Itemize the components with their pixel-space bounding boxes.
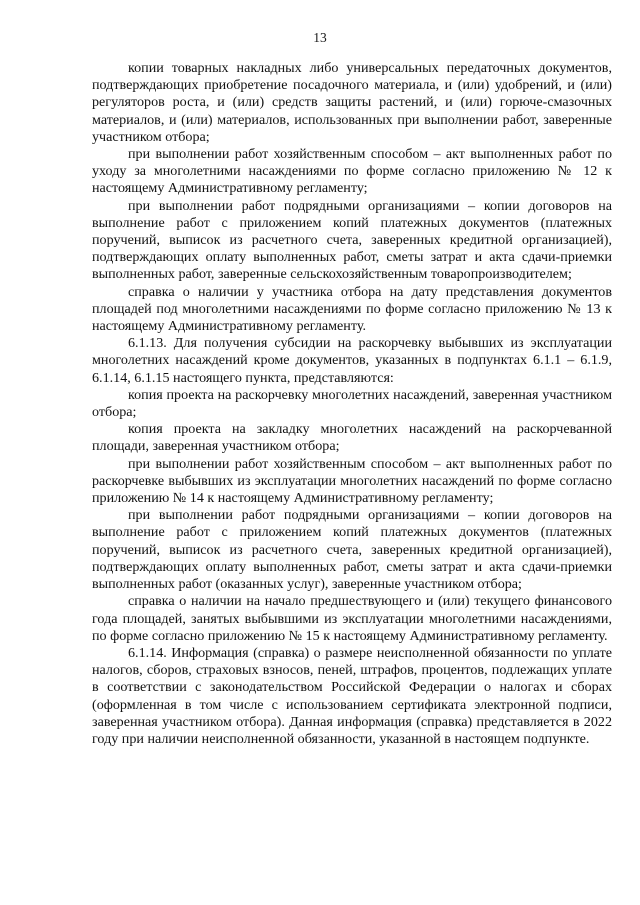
paragraph-planting-project: копия проекта на закладку многолетних насаждений на раскорчеванной площади, заверенная участником отбора;: [92, 421, 612, 455]
paragraph-contractor-care: при выполнении работ подрядными организациями – копии договоров на выполнение работ с приложением копий платежных документов (платежных поручений, выписок из расчетного счета, заверенных кредитной организацией), подтверждающих оплату выполненных работ, сметы затрат и акта сдачи-приемки выполненных работ, заверенные сельскохозяйственным товаропроизводителем;: [92, 197, 612, 283]
paragraph-section-6-1-13: 6.1.13. Для получения субсидии на раскорчевку выбывших из эксплуатации многолетних насаждений кроме документов, указанных в подпунктах 6.1.1 – 6.1.9, 6.1.14, 6.1.15 настоящего пункта, представляются:: [92, 335, 612, 386]
paragraph-invoice-copies: копии товарных накладных либо универсальных передаточных документов, подтверждающих приобретение посадочного материала, и (или) удобрений, и (или) регуляторов роста, и (или) средств защиты растений, и (или) горюче-смазочных материалов, и (или) материалов, использованных при выполнении работ, заверенные участником отбора;: [92, 60, 612, 145]
paragraph-uprooting-project: копия проекта на раскорчевку многолетних насаждений, заверенная участником отбора;: [92, 386, 612, 421]
paragraph-care-act: при выполнении работ хозяйственным способом – акт выполненных работ по уходу за многолетними насаждениями по форме согласно приложению № 12 к настоящему Административному регламенту;: [92, 146, 612, 197]
document-body: [92, 60, 612, 748]
paragraph-uprooting-act: при выполнении работ хозяйственным способом – акт выполненных работ по раскорчевке выбывших из эксплуатации многолетних насаждений по форме согласно приложению № 14 к настоящему Административному регламенту;: [92, 455, 612, 507]
paragraph-section-6-1-14: 6.1.14. Информация (справка) о размере неисполненной обязанности по уплате налогов, сборов, страховых взносов, пеней, штрафов, процентов, подлежащих уплате в соответствии с законодательством Российской Федерации о налогах и сборах (оформленная в том числе с использованием сертификата электронной подписи, заверенная участником отбора). Данная информация (справка) представляется в 2022 году при наличии неисполненной обязанности, указанной в настоящем подпункте.: [92, 644, 612, 747]
paragraph-contractor-uprooting: при выполнении работ подрядными организациями – копии договоров на выполнение работ с приложением копий платежных документов (платежных поручений, выписок из расчетного счета, заверенных кредитной организацией), подтверждающих оплату выполненных работ, сметы затрат и акта сдачи-приемки выполненных работ (оказанных услуг), заверенные участником отбора;: [92, 507, 612, 593]
page-number: 13: [313, 30, 327, 45]
paragraph-area-certificate: справка о наличии у участника отбора на дату представления документов площадей под многолетними насаждениями по форме согласно приложению № 13 к настоящему Административному регламенту.: [92, 283, 612, 335]
paragraph-retired-area-certificate: справка о наличии на начало предшествующего и (или) текущего финансового года площадей, занятых выбывшими из эксплуатации многолетними насаждениями, по форме согласно приложению № 15 к настоящему Административному регламенту.: [92, 593, 612, 644]
